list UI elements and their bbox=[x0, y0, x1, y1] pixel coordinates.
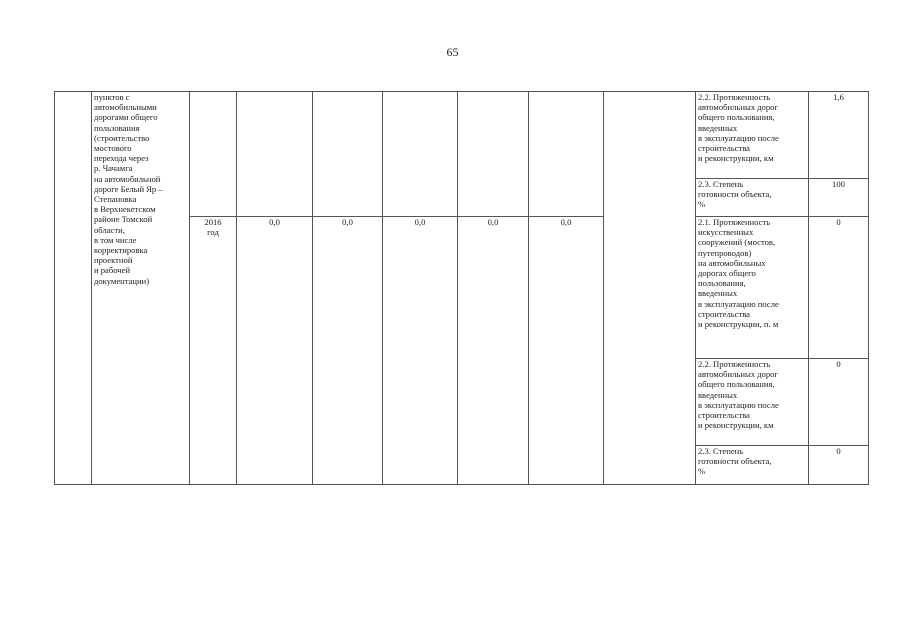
value-cell-top bbox=[313, 92, 383, 217]
indicator-name-line: введенных bbox=[698, 389, 738, 400]
value-cell: 0,0 bbox=[383, 217, 458, 485]
indicator-name-line: в эксплуатацию после bbox=[698, 399, 779, 410]
program-name-line: корректировка bbox=[94, 245, 148, 256]
year-cell-top bbox=[190, 92, 237, 217]
indicator-name-line: 2.3. Степень bbox=[698, 179, 744, 189]
program-name-line: дороге Белый Яр – bbox=[94, 183, 163, 194]
indicator-name-line: искусственных bbox=[698, 227, 754, 238]
indicator-value-cell: 0 bbox=[809, 359, 869, 446]
indicator-name-line: сооружений (мостов, bbox=[698, 237, 776, 248]
indicator-name-line: строительства bbox=[698, 308, 750, 319]
indicator-name-line: в эксплуатацию после bbox=[698, 132, 779, 143]
program-name-line: р. Чачамга bbox=[94, 163, 133, 174]
value-cell-top bbox=[529, 92, 604, 217]
value-cell: 0,0 bbox=[529, 217, 604, 485]
year-unit-label: год bbox=[207, 227, 219, 238]
program-name-line: проектной bbox=[94, 255, 133, 266]
indicator-name-line: пользования, bbox=[698, 278, 746, 289]
indicator-value-cell: 100 bbox=[809, 179, 869, 217]
program-name-line: области, bbox=[94, 224, 125, 235]
value-cell-top bbox=[458, 92, 529, 217]
indicator-name-line: автомобильных дорог bbox=[698, 369, 778, 380]
value-cell-top bbox=[237, 92, 313, 217]
page-number: 65 bbox=[446, 45, 459, 59]
indicator-name-line: автомобильных дорог bbox=[698, 102, 778, 113]
program-name-line: автомобильными bbox=[94, 102, 157, 113]
year-label: 2016 bbox=[204, 217, 222, 227]
indicator-name-line: 2.2. Протяженность bbox=[698, 359, 771, 369]
program-name-line: документации) bbox=[94, 275, 150, 286]
indicator-name-line: общего пользования, bbox=[698, 112, 775, 123]
program-name-line: перехода через bbox=[94, 153, 149, 164]
indicator-name-line: введенных bbox=[698, 122, 738, 133]
indicator-value-cell: 0 bbox=[809, 217, 869, 359]
program-name-line: и рабочей bbox=[94, 265, 131, 276]
program-name-line: в том числе bbox=[94, 234, 137, 245]
indicator-name-cell bbox=[696, 179, 809, 217]
indicator-name-cell bbox=[696, 446, 809, 485]
indicator-name-cell bbox=[696, 359, 809, 446]
program-name-line: в Верхнекетском bbox=[94, 204, 156, 215]
indicator-name-line: и реконструкции, п. м bbox=[698, 319, 779, 330]
program-name-line: Степановка bbox=[94, 194, 137, 205]
indicator-name-line: в эксплуатацию после bbox=[698, 298, 779, 309]
index-cell bbox=[55, 92, 92, 485]
indicator-name-line: и реконструкции, км bbox=[698, 420, 774, 431]
program-name-line: пользования bbox=[94, 122, 140, 133]
indicator-name-line: % bbox=[698, 199, 706, 210]
indicator-name-line: введенных bbox=[698, 288, 738, 299]
indicator-name-line: готовности объекта, bbox=[698, 189, 772, 200]
value-cell: 0,0 bbox=[237, 217, 313, 485]
value-cell: 0,0 bbox=[458, 217, 529, 485]
indicator-value-cell: 0 bbox=[809, 446, 869, 485]
indicator-name-line: готовности объекта, bbox=[698, 456, 772, 467]
program-name-cell bbox=[92, 92, 190, 485]
indicator-name-line: строительства bbox=[698, 410, 750, 421]
table-row bbox=[55, 92, 869, 179]
indicator-name-line: 2.3. Степень bbox=[698, 446, 744, 456]
indicator-name-line: общего пользования, bbox=[698, 379, 775, 390]
program-name-line: мостового bbox=[94, 143, 132, 154]
value-cell-top bbox=[383, 92, 458, 217]
program-name-line: районе Томской bbox=[94, 214, 153, 225]
indicator-name-line: и реконструкции, км bbox=[698, 153, 774, 164]
program-name-line: пунктов с bbox=[94, 92, 130, 102]
responsible-cell bbox=[604, 92, 696, 485]
program-name-line: (строительство bbox=[94, 132, 150, 143]
year-cell bbox=[190, 217, 237, 485]
indicator-name-cell bbox=[696, 217, 809, 359]
value-cell: 0,0 bbox=[313, 217, 383, 485]
indicator-name-line: 2.1. Протяженность bbox=[698, 217, 771, 227]
program-name-line: дорогами общего bbox=[94, 112, 158, 123]
indicator-name-line: дорогах общего bbox=[698, 268, 756, 279]
indicator-name-line: 2.2. Протяженность bbox=[698, 92, 771, 102]
indicator-name-cell bbox=[696, 92, 809, 179]
program-name-line: на автомобильной bbox=[94, 173, 161, 184]
indicator-name-line: путепроводов) bbox=[698, 247, 752, 258]
indicator-name-line: на автомобильных bbox=[698, 257, 766, 268]
indicator-value-cell: 1,6 bbox=[809, 92, 869, 179]
indicator-name-line: строительства bbox=[698, 143, 750, 154]
indicator-name-line: % bbox=[698, 466, 706, 477]
program-table bbox=[54, 91, 869, 485]
